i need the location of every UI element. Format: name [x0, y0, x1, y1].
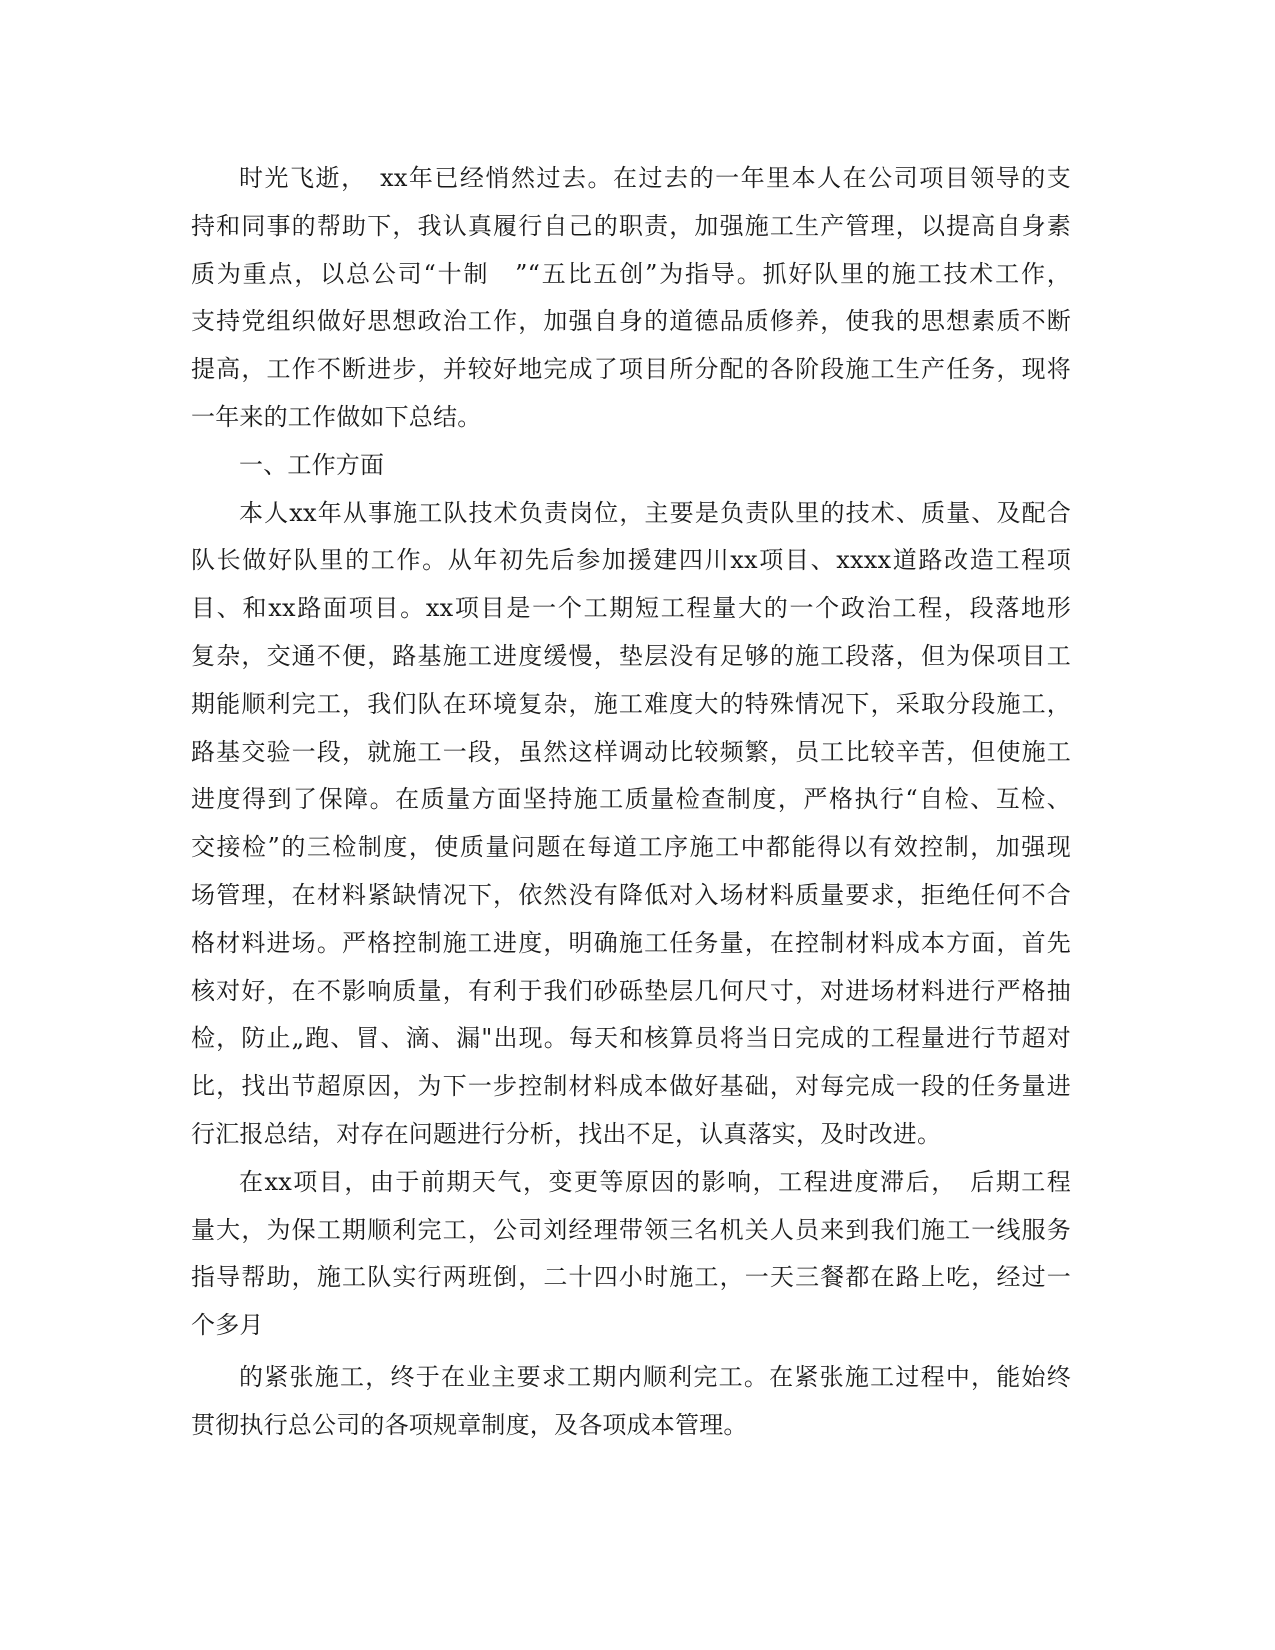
text-line: 个多月: [191, 1311, 264, 1340]
text-line: 交接检”的三检制度，使质量问题在每道工序施工中都能得以有效控制，加强现: [191, 833, 1071, 862]
text-line: 本人xx年从事施工队技术负责岗位，主要是负责队里的技术、质量、及配合: [239, 498, 1071, 527]
text-line: 队长做好队里的工作。从年初先后参加援建四川xx项目、xxxx道路改造工程项: [191, 546, 1071, 575]
text-line: 的紧张施工，终于在业主要求工期内顺利完工。在紧张施工过程中，能始终: [239, 1362, 1071, 1391]
text-line: 支持党组织做好思想政治工作，加强自身的道德品质修养，使我的思想素质不断: [191, 307, 1071, 336]
text-line: 时光飞逝， xx年已经悄然过去。在过去的一年里本人在公司项目领导的支: [239, 164, 1071, 192]
text-line: 行汇报总结，对存在问题进行分析，找出不足，认真落实，及时改进。: [191, 1119, 942, 1148]
text-line: 指导帮助，施工队实行两班倒，二十四小时施工，一天三餐都在路上吃，经过一: [191, 1263, 1071, 1292]
text-line: 在xx项目，由于前期天气，变更等原因的影响，工程进度滞后， 后期工程: [239, 1167, 1071, 1196]
text-line: 进度得到了保障。在质量方面坚持施工质量检查制度，严格执行“自检、互检、: [191, 785, 1071, 814]
text-line: 目、和xx路面项目。xx项目是一个工期短工程量大的一个政治工程，段落地形: [191, 594, 1071, 623]
paragraph-work: [191, 490, 1071, 1159]
text-line: 贯彻执行总公司的各项规章制度，及各项成本管理。: [191, 1410, 748, 1439]
section-heading: [191, 442, 1071, 490]
text-line: 格材料进场。严格控制施工进度，明确施工任务量，在控制材料成本方面，首先: [191, 928, 1071, 957]
text-line: 场管理，在材料紧缺情况下，依然没有降低对入场材料质量要求，拒绝任何不合: [191, 880, 1071, 909]
text-line: 比，找出节超原因，为下一步控制材料成本做好基础，对每完成一段的任务量进: [191, 1072, 1071, 1101]
text-line: 量大，为保工期顺利完工，公司刘经理带领三名机关人员来到我们施工一线服务: [191, 1215, 1071, 1244]
paragraph-conclusion: [191, 1354, 1071, 1450]
text-line: 复杂，交通不便，路基施工进度缓慢，垫层没有足够的施工段落，但为保项目工: [191, 641, 1071, 670]
text-line: 提高，工作不断进步，并较好地完成了项目所分配的各阶段施工生产任务，现将: [191, 355, 1071, 384]
text-line: 一年来的工作做如下总结。: [191, 402, 482, 431]
paragraph-xx-project: [191, 1159, 1071, 1350]
text-line: 质为重点，以总公司“十制 ”“五比五创”为指导。抓好队里的施工技术工作，: [191, 259, 1071, 288]
text-line: 期能顺利完工，我们队在环境复杂，施工难度大的特殊情况下，采取分段施工，: [191, 689, 1071, 718]
text-line: 持和同事的帮助下，我认真履行自己的职责，加强施工生产管理，以提高自身素: [191, 211, 1071, 240]
text-line: 检，防止„跑、冒、滴、漏"出现。每天和核算员将当日完成的工程量进行节超对: [191, 1024, 1071, 1053]
heading-line: 一、工作方面: [239, 450, 385, 479]
paragraph-intro: [191, 155, 1071, 442]
document-body: [191, 155, 1071, 1450]
text-line: 路基交验一段，就施工一段，虽然这样调动比较频繁，员工比较辛苦，但使施工: [191, 737, 1071, 766]
text-line: 核对好，在不影响质量，有利于我们砂砾垫层几何尺寸，对进场材料进行严格抽: [191, 976, 1071, 1005]
